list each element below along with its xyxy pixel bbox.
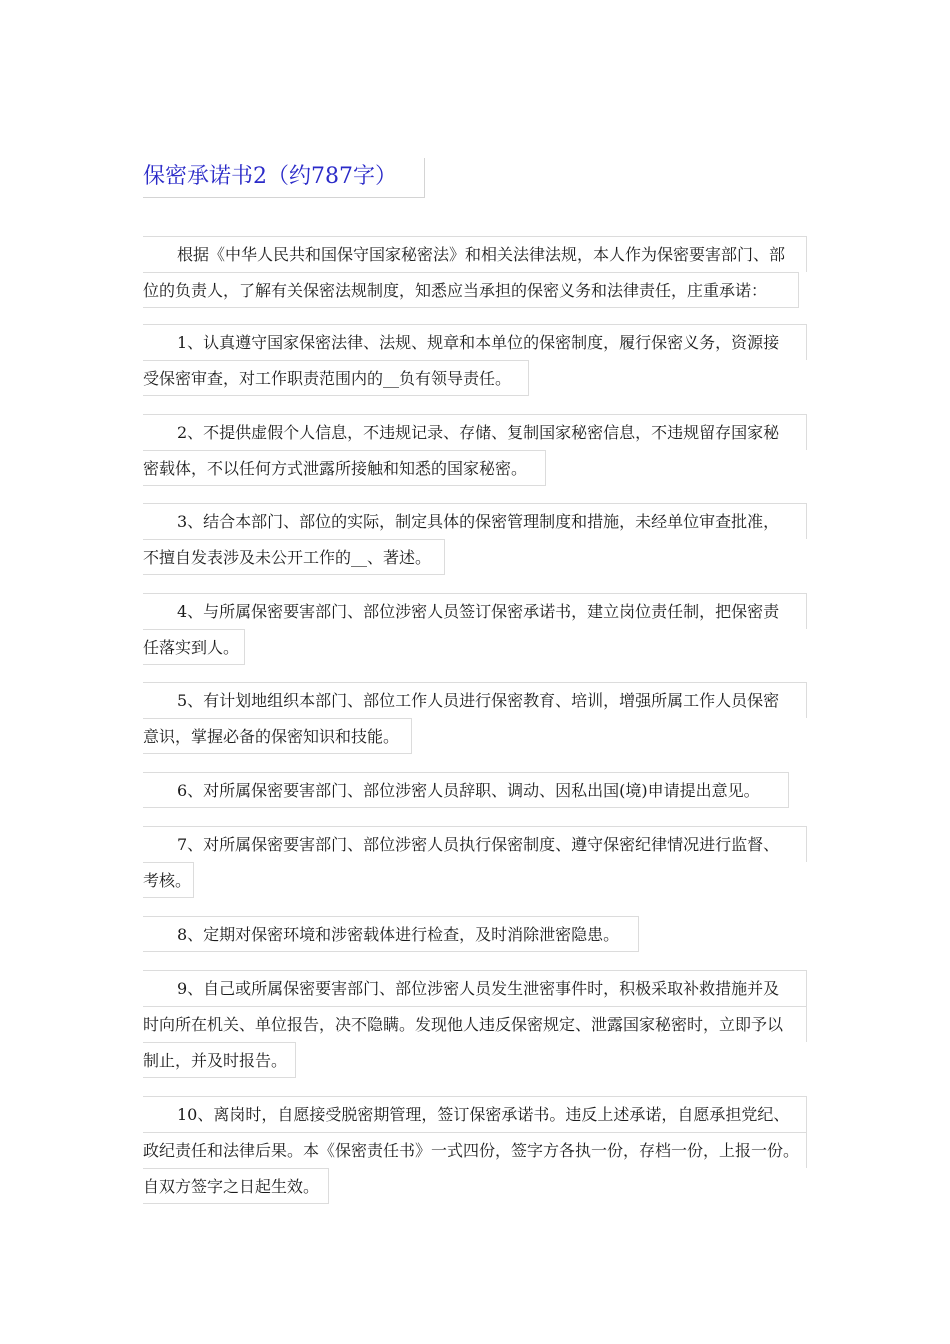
paragraph-line: 政纪责任和法律后果。本《保密责任书》一式四份，签字方各执一份，存档一份，上报一份。 <box>143 1132 807 1168</box>
paragraph-item-6 <box>143 772 789 808</box>
paragraph-item-5 <box>143 682 807 754</box>
paragraph-line: 3、结合本部门、部位的实际，制定具体的保密管理制度和措施，未经单位审查批准， <box>143 503 807 539</box>
paragraph-item-4 <box>143 593 807 665</box>
paragraph-item-2 <box>143 414 807 486</box>
paragraph-intro <box>143 236 807 308</box>
paragraph-line: 6、对所属保密要害部门、部位涉密人员辞职、调动、因私出国(境)申请提出意见。 <box>143 772 789 808</box>
paragraph-line: 密载体，不以任何方式泄露所接触和知悉的国家秘密。 <box>143 450 546 486</box>
paragraph-line: 根据《中华人民共和国保守国家秘密法》和相关法律法规，本人作为保密要害部门、部 <box>143 236 807 272</box>
paragraph-item-8 <box>143 916 639 952</box>
paragraph-line: 9、自己或所属保密要害部门、部位涉密人员发生泄密事件时，积极采取补救措施并及 <box>143 970 807 1006</box>
paragraph-line: 位的负责人，了解有关保密法规制度，知悉应当承担的保密义务和法律责任，庄重承诺： <box>143 272 799 308</box>
paragraph-line: 5、有计划地组织本部门、部位工作人员进行保密教育、培训，增强所属工作人员保密 <box>143 682 807 718</box>
page-title: 保密承诺书2（约787字） <box>143 158 425 198</box>
paragraph-line: 考核。 <box>143 862 194 898</box>
paragraph-line: 7、对所属保密要害部门、部位涉密人员执行保密制度、遵守保密纪律情况进行监督、 <box>143 826 807 862</box>
paragraph-line: 4、与所属保密要害部门、部位涉密人员签订保密承诺书，建立岗位责任制，把保密责 <box>143 593 807 629</box>
paragraph-line: 10、离岗时，自愿接受脱密期管理，签订保密承诺书。违反上述承诺，自愿承担党纪、 <box>143 1096 807 1132</box>
paragraph-line: 自双方签字之日起生效。 <box>143 1168 329 1204</box>
paragraph-item-3 <box>143 503 807 575</box>
paragraph-line: 意识，掌握必备的保密知识和技能。 <box>143 718 412 754</box>
paragraph-line: 不擅自发表涉及未公开工作的__、著述。 <box>143 539 445 575</box>
paragraph-line: 任落实到人。 <box>143 629 245 665</box>
paragraph-line: 受保密审查，对工作职责范围内的__负有领导责任。 <box>143 360 529 396</box>
paragraph-line: 2、不提供虚假个人信息，不违规记录、存储、复制国家秘密信息，不违规留存国家秘 <box>143 414 807 450</box>
paragraph-line: 1、认真遵守国家保密法律、法规、规章和本单位的保密制度，履行保密义务，资源接 <box>143 324 807 360</box>
paragraph-item-1 <box>143 324 807 396</box>
paragraph-line: 制止，并及时报告。 <box>143 1042 296 1078</box>
paragraph-item-9 <box>143 970 807 1078</box>
paragraph-line: 时向所在机关、单位报告，决不隐瞒。发现他人违反保密规定、泄露国家秘密时，立即予以 <box>143 1006 807 1042</box>
paragraph-item-10 <box>143 1096 807 1204</box>
paragraph-item-7 <box>143 826 807 898</box>
paragraph-line: 8、定期对保密环境和涉密载体进行检查，及时消除泄密隐患。 <box>143 916 639 952</box>
